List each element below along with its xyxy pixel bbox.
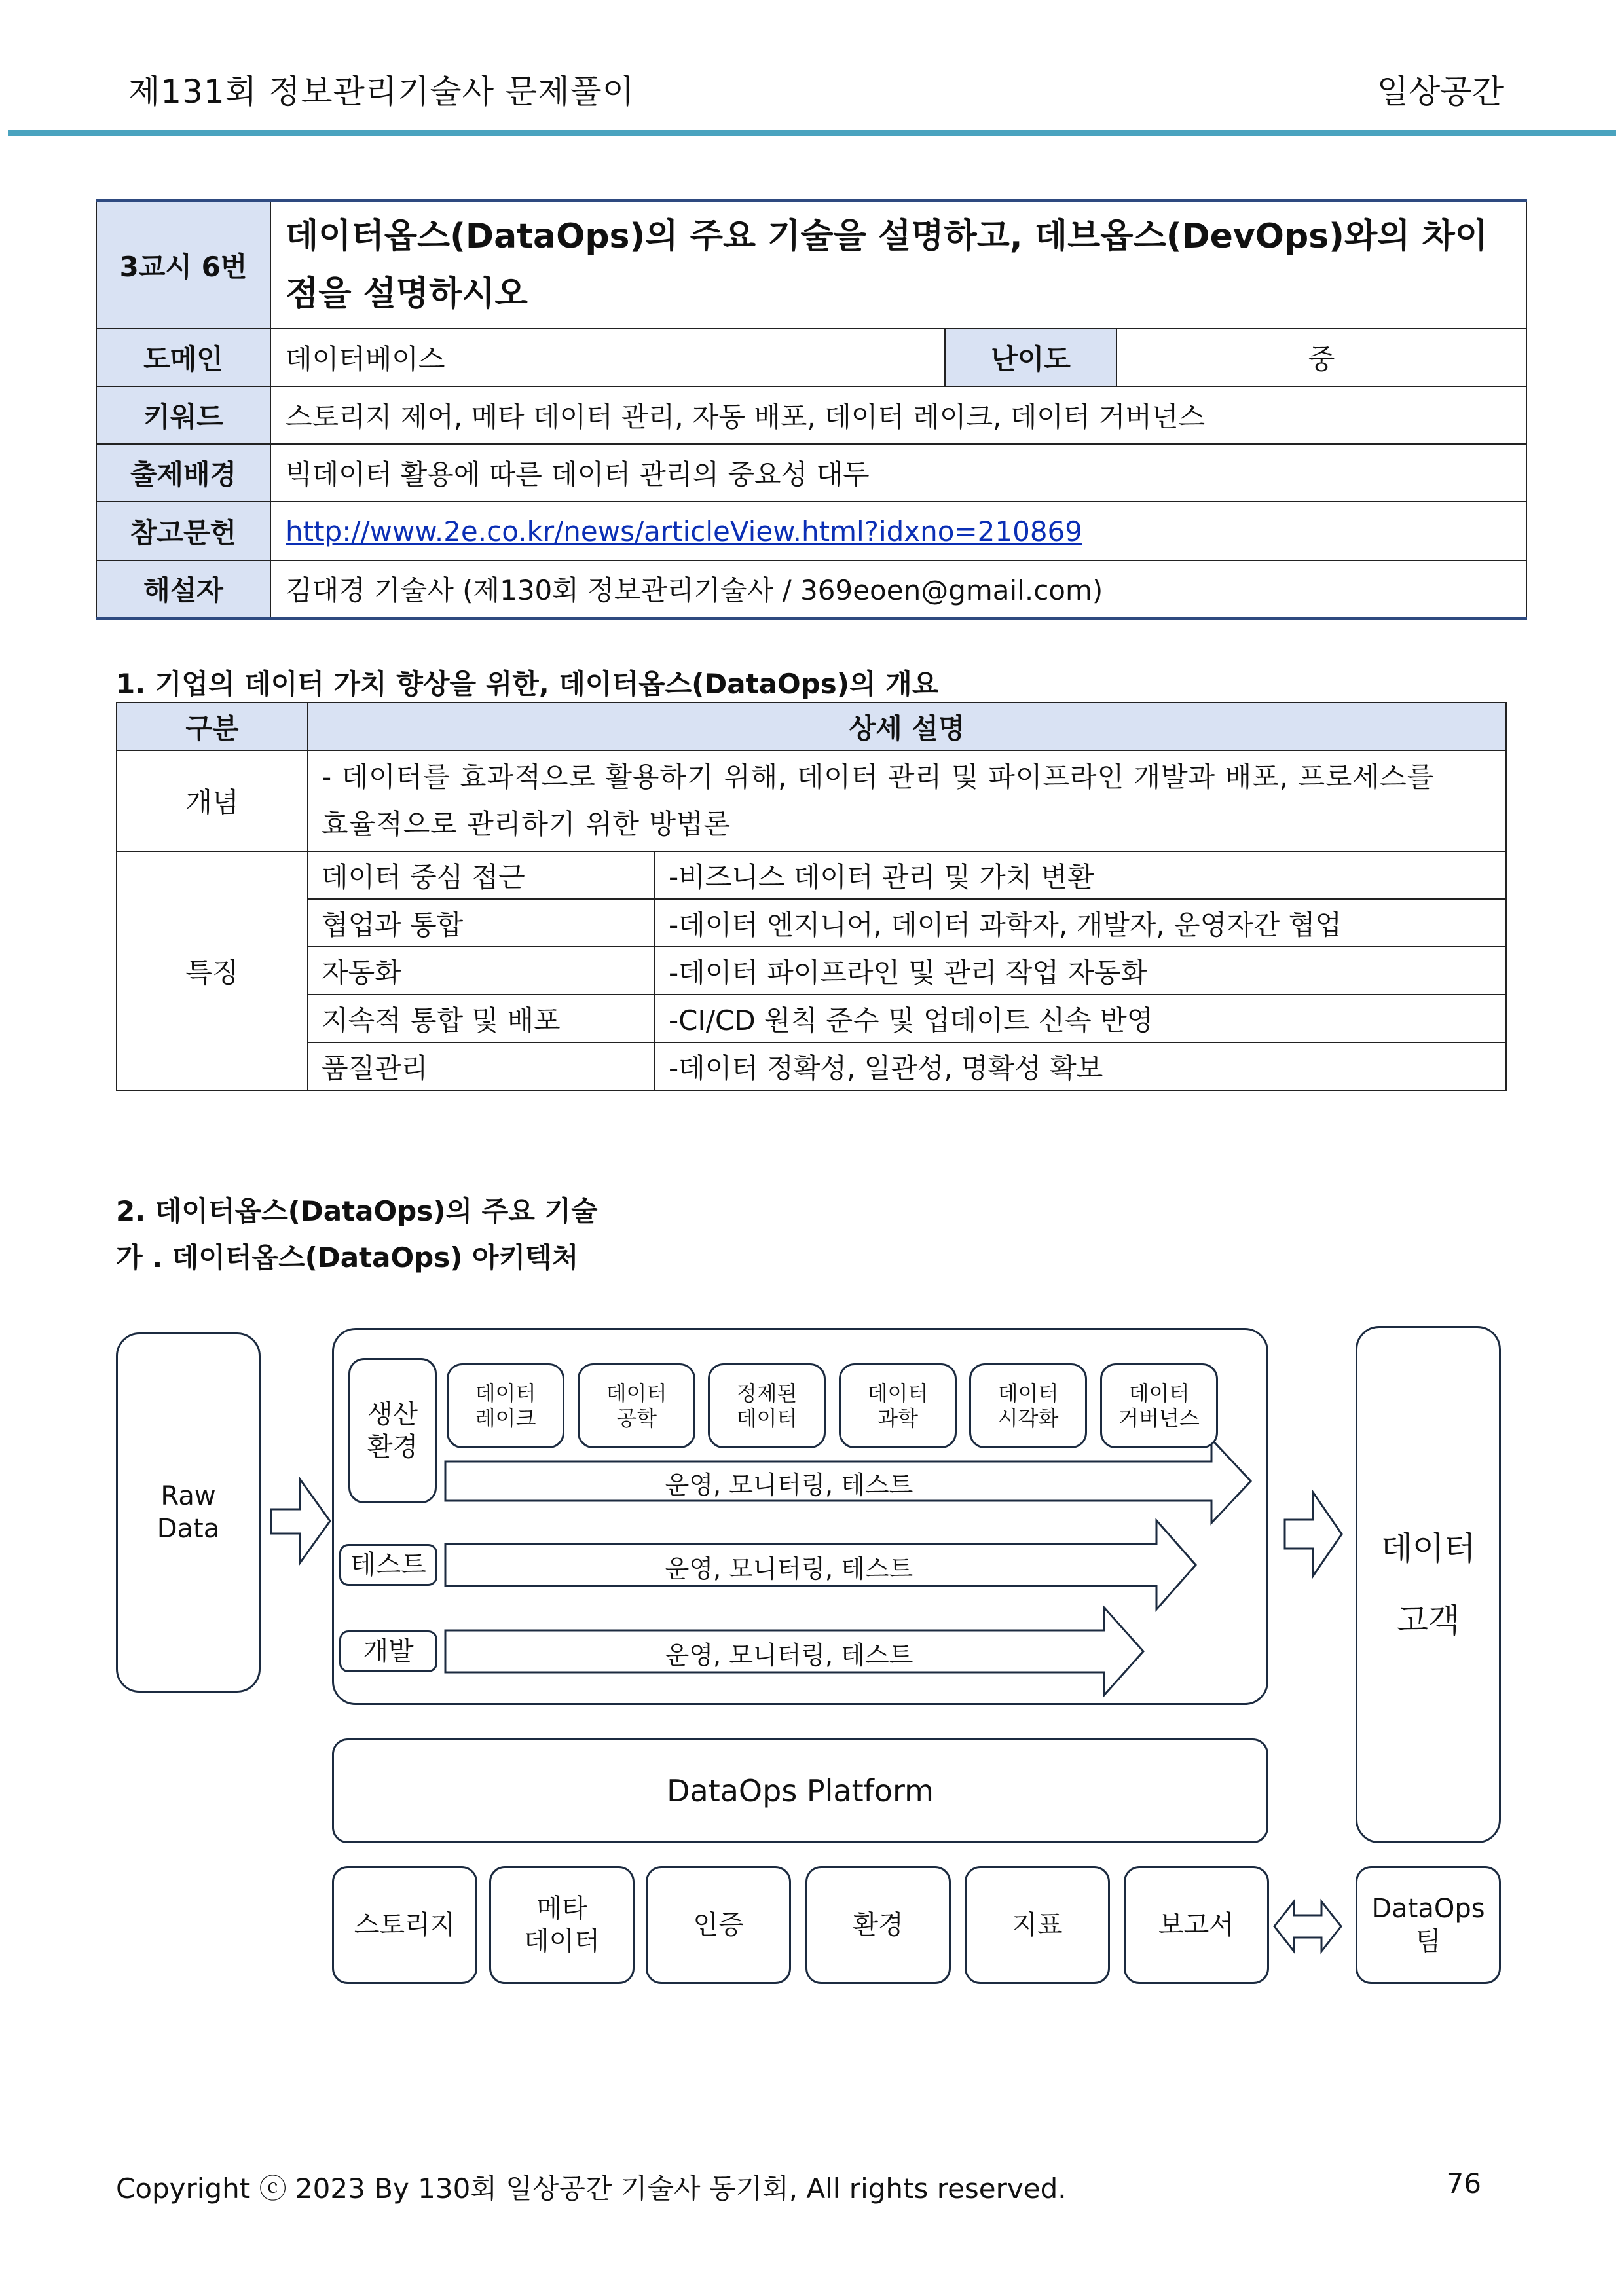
raw-data-box [116,1332,261,1693]
test-env-box: 테스트 [339,1544,437,1586]
component-box [708,1363,826,1448]
feature-desc: -데이터 정확성, 일관성, 명확성 확보 [655,1042,1506,1090]
metrics-box: 지표 [965,1866,1110,1984]
dev-pipeline-label: 운영, 모니터링, 테스트 [665,1641,913,1670]
raw-data-line1: Raw [160,1481,216,1511]
raw-data-line2: Data [157,1514,220,1544]
feature-desc: -데이터 엔지니어, 데이터 과학자, 개발자, 운영자간 협업 [655,899,1506,947]
arrow-raw-to-pipeline [271,1479,330,1563]
component-line1: 데이터 [867,1381,929,1406]
component-line1: 데이터 [1128,1381,1190,1406]
component-box [447,1363,564,1448]
feature-desc: -데이터 파이프라인 및 관리 작업 자동화 [655,947,1506,995]
feature-name: 품질관리 [308,1042,655,1090]
col-category-header: 구분 [117,703,308,750]
component-box [969,1363,1087,1448]
section1-heading: 1. 기업의 데이터 가치 향상을 위한, 데이터옵스(DataOps)의 개요 [116,668,939,700]
feature-name: 자동화 [308,947,655,995]
production-env-box [348,1358,437,1503]
component-line1: 데이터 [997,1381,1059,1406]
author-label: 해설자 [96,560,270,618]
reference-link[interactable]: http://www.2e.co.kr/news/articleView.html?idxno=210869 [286,515,1082,547]
concept-line2: 효율적으로 관리하기 위한 방법론 [322,808,731,840]
background-label: 출제배경 [96,444,270,502]
arrow-report-team [1274,1901,1341,1951]
metadata-line1: 메타 [536,1894,587,1924]
component-box [839,1363,957,1448]
session-label: 3교시 6번 [96,201,270,329]
background-value: 빅데이터 활용에 따른 데이터 관리의 중요성 대두 [270,444,1526,502]
dev-env-box: 개발 [339,1630,437,1672]
component-line2: 공학 [616,1406,657,1431]
feature-desc: -CI/CD 원칙 준수 및 업데이트 신속 반영 [655,995,1506,1042]
keyword-value: 스토리지 제어, 메타 데이터 관리, 자동 배포, 데이터 레이크, 데이터 거버넌스 [270,386,1526,444]
environment-box: 환경 [805,1866,951,1984]
copyright-footer: Copyright ⓒ 2023 By 130회 일상공간 기술사 동기회, All rights reserved. [116,2173,1067,2205]
component-line2: 데이터 [736,1406,798,1431]
keyword-label: 키워드 [96,386,270,444]
col-detail-header: 상세 설명 [308,703,1506,750]
domain-label: 도메인 [96,329,270,386]
dataops-platform-box: DataOps Platform [332,1738,1268,1843]
page-number: 76 [1446,2167,1481,2199]
storage-box: 스토리지 [332,1866,477,1984]
component-line2: 과학 [877,1406,918,1431]
reference-label: 참고문헌 [96,502,270,560]
dataops-team-box [1356,1866,1501,1984]
component-box [578,1363,695,1448]
concept-line1: - 데이터를 효과적으로 활용하기 위해, 데이터 관리 및 파이프라인 개발과 배포, 프로세스를 [322,761,1435,793]
feature-name: 지속적 통합 및 배포 [308,995,655,1042]
prod-pipeline-label: 운영, 모니터링, 테스트 [665,1471,913,1499]
test-pipeline-label: 운영, 모니터링, 테스트 [665,1554,913,1583]
section2-heading: 2. 데이터옵스(DataOps)의 주요 기술 [116,1195,598,1227]
component-box [1100,1363,1218,1448]
customer-line1: 데이터 [1380,1530,1476,1568]
component-line2: 레이크 [475,1406,536,1431]
feature-name: 협업과 통합 [308,899,655,947]
feature-name: 데이터 중심 접근 [308,851,655,899]
author-value: 김대경 기술사 (제130회 정보관리기술사 / 369eoen@gmail.com) [270,560,1526,618]
doc-header-title: 제131회 정보관리기술사 문제풀이 [128,73,635,111]
feature-label: 특징 [117,851,308,1090]
feature-desc: -비즈니스 데이터 관리 및 가치 변환 [655,851,1506,899]
customer-line2: 고객 [1396,1602,1460,1640]
component-line1: 데이터 [606,1381,667,1406]
question-title: 데이터옵스(DataOps)의 주요 기술을 설명하고, 데브옵스(DevOps)와의 차이점을 설명하시오 [270,201,1526,329]
arrow-pipeline-to-customer [1285,1492,1342,1576]
data-customer-box [1356,1326,1501,1843]
component-line2: 거버넌스 [1118,1406,1200,1431]
report-box: 보고서 [1124,1866,1269,1984]
metadata-line2: 데이터 [524,1926,600,1956]
component-line2: 시각화 [997,1406,1059,1431]
doc-header-brand: 일상공간 [1376,73,1504,111]
metadata-box [489,1866,635,1984]
production-env-line2: 환경 [367,1432,418,1462]
difficulty-value: 중 [1116,329,1526,386]
production-env-line1: 생산 [367,1399,418,1429]
team-line2: 팀 [1415,1926,1441,1956]
component-line1: 정제된 [736,1381,798,1406]
component-line1: 데이터 [475,1381,536,1406]
difficulty-label: 난이도 [945,329,1116,386]
section2-subheading: 가 . 데이터옵스(DataOps) 아키텍처 [116,1241,579,1274]
concept-label: 개념 [117,750,308,851]
team-line1: DataOps [1371,1894,1485,1924]
auth-box: 인증 [646,1866,791,1984]
domain-value: 데이터베이스 [270,329,945,386]
